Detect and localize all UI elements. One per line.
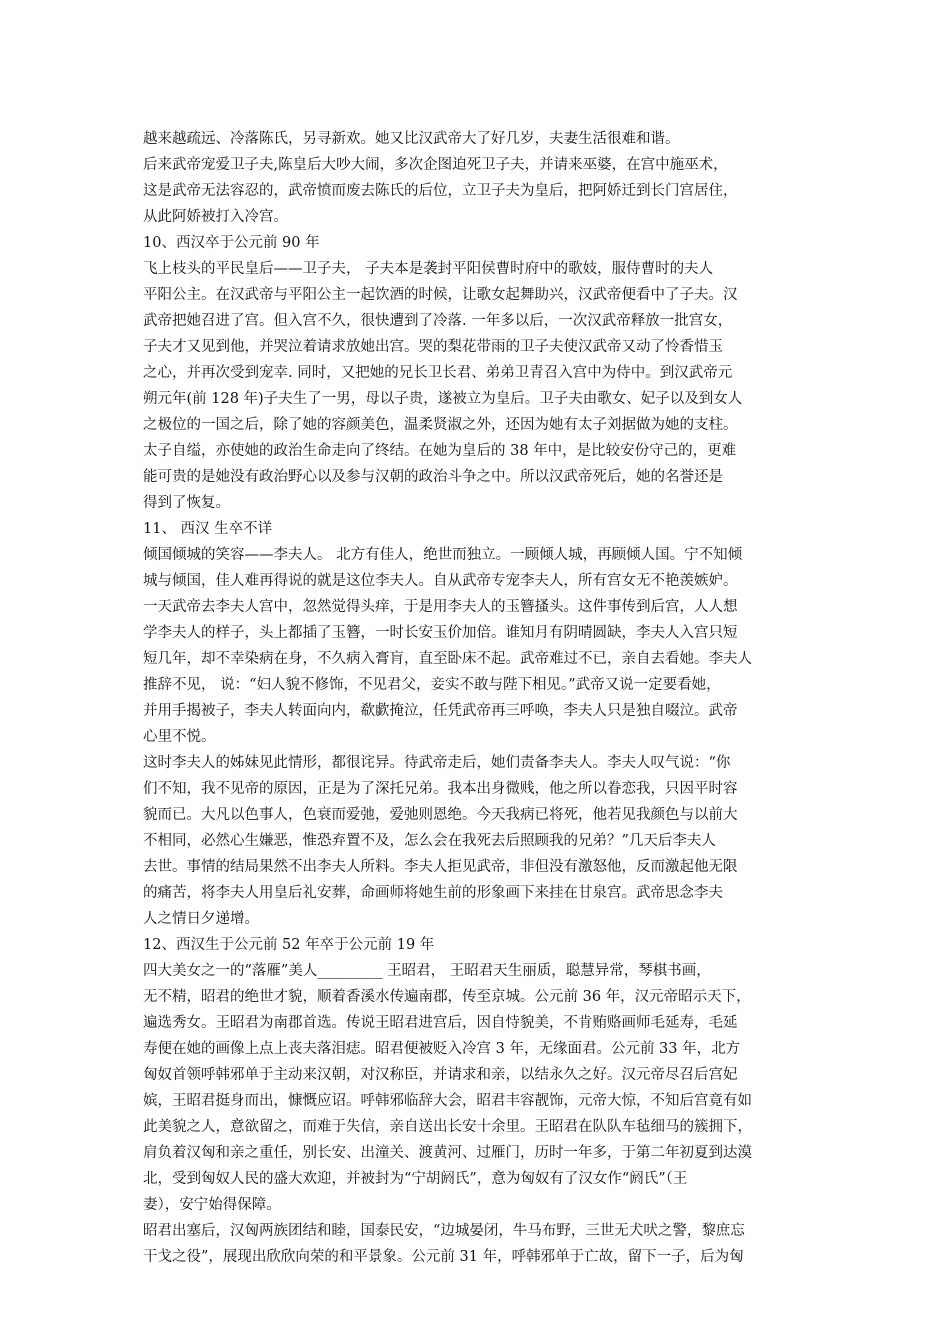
text-line: 四大美女之一的“落雁”美人_________ 王昭君， 王昭君天生丽质，聪慧异常，琴棋书画， xyxy=(143,963,711,979)
text-line: 太子自缢，亦使她的政治生命走向了终结。在她为皇后的 38 年中，是比较安份守己的，更难 xyxy=(143,443,737,459)
text-line: 朔元年(前 128 年)子夫生了一男，母以子贵，遂被立为皇后。卫子夫由歌女、妃子以及到女人 xyxy=(143,391,743,407)
text-line: 之心，并再次受到宠幸. 同时，又把她的兄长卫长君、弟弟卫青召入宫中为侍中。到汉武帝元 xyxy=(143,365,733,381)
text-line: 人之情日夕递增。 xyxy=(143,911,259,927)
text-line: 干戈之役”，展现出欣欣向荣的和平景象。公元前 31 年，呼韩邪单于亡故，留下一子，后为匈 xyxy=(143,1249,744,1265)
section-heading-11: 11、 西汉 生卒不详 xyxy=(143,521,273,537)
text-line: 武帝把她召进了宫。但入宫不久，很快遭到了冷落. 一年多以后，一次汉武帝释放一批宫女， xyxy=(143,313,733,329)
text-line: 寿便在她的画像上点上丧夫落泪痣。昭君便被贬入冷宫 3 年，无缘面君。公元前 33 年，北方 xyxy=(143,1041,741,1057)
text-line: 昭君出塞后，汉匈两族团结和睦，国泰民安，“边城晏闭，牛马布野，三世无犬吠之警，黎庶忘 xyxy=(143,1223,745,1239)
section-heading-12: 12、西汉生于公元前 52 年卒于公元前 19 年 xyxy=(143,937,435,953)
text-line: 无不精，昭君的绝世才貌，顺着香溪水传遍南郡，传至京城。公元前 36 年，汉元帝昭示天下， xyxy=(143,989,751,1005)
text-line: 飞上枝头的平民皇后——卫子夫， 子夫本是袭封平阳侯曹时府中的歌妓，服侍曹时的夫人 xyxy=(143,261,714,277)
text-line: 得到了恢复。 xyxy=(143,495,230,511)
text-line: 心里不悦。 xyxy=(143,729,216,745)
text-line: 肩负着汉匈和亲之重任，别长安、出潼关、渡黄河、过雁门，历时一年多，于第二年初夏到达漠 xyxy=(143,1145,752,1161)
text-line: 城与倾国，佳人难再得说的就是这位李夫人。自从武帝专宠李夫人，所有宫女无不艳羡嫉妒。 xyxy=(143,573,738,589)
text-line: 的痛苦，将李夫人用皇后礼安葬，命画师将她生前的形象画下来挂在甘泉宫。武帝思念李夫 xyxy=(143,885,723,901)
text-line: 去世。事情的结局果然不出李夫人所料。李夫人拒见武帝，非但没有激怒他，反而激起他无限 xyxy=(143,859,738,875)
text-line: 之极位的一国之后，除了她的容颜美色，温柔贤淑之外，还因为她有太子刘据做为她的支柱。 xyxy=(143,417,738,433)
text-line: 此美貌之人，意欲留之，而难于失信，亲自送出长安十余里。王昭君在队队车毡细马的簇拥下， xyxy=(143,1119,752,1135)
text-line: 妻），安宁始得保障。 xyxy=(143,1197,281,1213)
text-line: 不相同，必然心生嫌恶，惟恐弃置不及，怎么会在我死去后照顾我的兄弟？”几天后李夫人 xyxy=(143,833,716,849)
text-line: 遍选秀女。王昭君为南郡首选。传说王昭君进宫后，因自恃貌美，不肯贿赂画师毛延寿，毛延 xyxy=(143,1015,738,1031)
text-line: 们不知，我不见帝的原因，正是为了深托兄弟。我本出身微贱，他之所以眷恋我，只因平时容 xyxy=(143,781,738,797)
text-line: 推辞不见， 说：“妇人貌不修饰，不见君父，妾实不敢与陛下相见。”武帝又说一定要看她， xyxy=(143,677,721,693)
text-line: 从此阿娇被打入冷宫。 xyxy=(143,209,288,225)
text-line: 越来越疏远、冷落陈氏，另寻新欢。她又比汉武帝大了好几岁，夫妻生活很难和谐。 xyxy=(143,131,680,147)
text-line: 嫔，王昭君挺身而出，慷慨应诏。呼韩邪临辞大会，昭君丰容靓饰，元帝大惊，不知后宫竟有如 xyxy=(143,1093,752,1109)
text-line: 北，受到匈奴人民的盛大欢迎，并被封为“宁胡阏氏”，意为匈奴有了汉女作“阏氏”（王 xyxy=(143,1171,688,1187)
text-line: 这是武帝无法容忍的，武帝愤而废去陈氏的后位，立卫子夫为皇后，把阿娇迁到长门宫居住， xyxy=(143,183,738,199)
section-heading-10: 10、西汉卒于公元前 90 年 xyxy=(143,235,320,251)
text-line: 能可贵的是她没有政治野心以及参与汉朝的政治斗争之中。所以汉武帝死后，她的名誉还是 xyxy=(143,469,723,485)
text-line: 貌而已。大凡以色事人，色衰而爱弛，爱弛则恩绝。今天我病已将死，他若见我颜色与以前大 xyxy=(143,807,738,823)
text-line: 倾国倾城的笑容——李夫人。 北方有佳人，绝世而独立。一顾倾人城，再顾倾人国。宁不知倾 xyxy=(143,547,743,563)
text-line: 子夫才又见到他，并哭泣着请求放她出宫。哭的梨花带雨的卫子夫使汉武帝又动了怜香惜玉 xyxy=(143,339,723,355)
document-body xyxy=(143,126,807,1270)
text-line: 这时李夫人的姊妹见此情形，都很诧异。待武帝走后，她们责备李夫人。李夫人叹气说：“你 xyxy=(143,755,731,771)
text-line: 平阳公主。在汉武帝与平阳公主一起饮酒的时候，让歌女起舞助兴，汉武帝便看中了子夫。汉 xyxy=(143,287,738,303)
text-line: 并用手揭被子，李夫人转面向内，欷歔掩泣，任凭武帝再三呼唤，李夫人只是独自啜泣。武帝 xyxy=(143,703,738,719)
text-line: 短几年，却不幸染病在身，不久病入膏肓，直至卧床不起。武帝难过不已，亲自去看她。李夫人 xyxy=(143,651,752,667)
text-line: 匈奴首领呼韩邪单于主动来汉朝，对汉称臣，并请求和亲，以结永久之好。汉元帝尽召后宫妃 xyxy=(143,1067,738,1083)
text-line: 后来武帝宠爱卫子夫,陈皇后大吵大闹，多次企图迫死卫子夫，并请来巫婆，在宫中施巫术， xyxy=(143,157,728,173)
text-line: 一天武帝去李夫人宫中，忽然觉得头痒，于是用李夫人的玉簪搔头。这件事传到后宫，人人想 xyxy=(143,599,738,615)
text-line: 学李夫人的样子，头上都插了玉簪，一时长安玉价加倍。谁知月有阴晴圆缺，李夫人入宫只短 xyxy=(143,625,738,641)
